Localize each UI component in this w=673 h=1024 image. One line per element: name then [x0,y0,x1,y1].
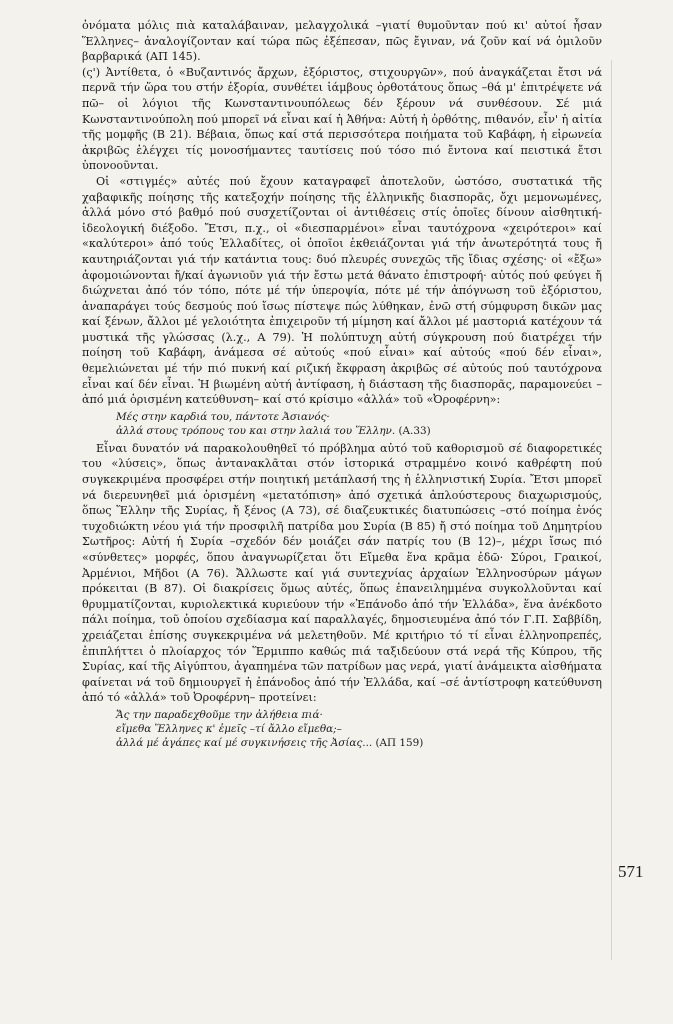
quote-reference: (ΑΠ 159) [375,736,424,749]
body-text [82,18,602,753]
quote-reference: (Α.33) [398,424,431,437]
paragraph-1: ὀνόματα μόλις πιὰ καταλάβαιναν, μελαγχολικά –γιατί θυμοῦνταν πού κι' αὐτοί ἦσαν Ἕλληνες– ἀναλογίζονταν καί τώρα πῶς ἐξέπεσαν, πῶς ἔγιναν, νά ζοῦν καί νά ὁμιλοῦν βαρβαρικά (ΑΠ 145). [82,19,602,64]
quote-line-text: ἀλλά μέ ἀγάπες καί μέ συγκινήσεις τῆς Ἀσίας... [116,736,373,749]
quote-line: εἴμεθα Ἕλληνες κ' ἐμεῖς –τί ἄλλο εἴμεθα;– [116,722,342,735]
paragraph-4: Εἶναι δυνατόν νά παρακολουθηθεῖ τό πρόβλημα αὐτό τοῦ καθορισμοῦ σέ διαφορετικές του «λύσεις», ὅπως ἀντανακλᾶται στόν ἱστορικά στραμμένο κοινό καθρέφτη πού συγκεκριμένα προσφέρει στήν ποιητική μετάπλασή της ἡ ἑλληνιστική Συρία. Ἔτσι μπορεῖ νά διερευνηθεῖ μιά ὁρισμένη «μετατόπιση» ἀπό σχετικά ἁπλούστερους διαχωρισμούς, ὅπως Ἕλλην τῆς Συρίας, ἤ ξένος (Α 73), σέ διαζευκτικές διατυπώσεις –στό ποίημα ἑνός τυχοδιώκτη νέου γιά τήν προσφιλῆ πατρίδα μου Συρία (Β 85) ἤ στό ποίημα τοῦ Δημητρίου Σωτῆρος: Αὐτή ἡ Συρία –σχεδόν δέν μοιάζει σάν πατρίς του (Β 12)–, μέχρι ἴσως πιό «σύνθετες» μορφές, ὅπου ἀναγνωρίζεται ὅτι Εἴμεθα ἕνα κρᾶμα ἐδῶ· Σύροι, Γραικοί, Ἀρμένιοι, Μῆδοι (Α 76). Ἄλλωστε καί γιά συντεχνίας ἀρχαίων Ἑλληνοσύρων μάγων πρόκειται (Β 87). Οἱ διακρίσεις ὅμως αὐτές, ὅπως ἐπανειλημμένα συγκολλοῦνται καί θρυμματίζονται, κυριολεκτικά κυριεύουν τήν «Ἐπάνοδο ἀπό τήν Ἑλλάδα», ἕνα ἀνέκδοτο πάλι ποίημα, τοῦ ὁποίου σχεδίασμα καί παραλλαγές, δημοσιευμένα ἀπό τόν Γ.Π. Σαββίδη, χρειάζεται ἐπίσης συγκεκριμένα νά μελετηθοῦν. Μέ κριτήριο τό τί εἶναι ἑλληνοπρεπές, ἐπιπλήττει ὁ πλοίαρχος τόν Ἕρμιππο καθώς πιά ταξιδεύουν στά νερά τῆς Κύπρου, τῆς Συρίας, καί τῆς Αἰγύπτου, ἀγαπημένα τῶν πατρίδων μας νερά, γιατί ἀνάμεικτα αἰσθήματα φαίνεται νά τοῦ δημιουργεῖ ἡ ἐπάνοδος ἀπό τήν Ἑλλάδα, καί –σέ ἀντίστροφη κατεύθυνση ἀπό τό «ἀλλά» τοῦ Ὀροφέρνη– προτείνει: [82,441,602,705]
block-quote-2 [116,708,602,750]
quote-line: Ἄς την παραδεχθοῦμε την ἀλήθεια πιά· [116,708,323,721]
block-quote-1 [116,410,602,438]
page-number: 571 [618,862,644,881]
paragraph-2: (ς') Ἀντίθετα, ὁ «Βυζαντινός ἄρχων, ἐξόριστος, στιχουργῶν», πού ἀναγκάζεται ἔτσι νά περνᾶ τήν ὥρα του στήν ἐξορία, συνθέτει ἰάμβους ὀρθοτάτους ὅπως –θά μ' ἐπιτρέψετε νά πῶ– οἱ λόγιοι τῆς Κωνσταντινουπόλεως δέν ξέρουν νά συνθέσουν. Σέ μιά Κωνσταντινούπολη πού μπορεῖ νά εἶναι καί ἡ Ἀθήνα: Αὐτή ἡ ὀρθότης, πιθανόν, εἶν' ἡ αἰτία τῆς μομφῆς (Β 21). Βέβαια, ὅπως καί στά περισσότερα ποιήματα τοῦ Καβάφη, ἡ εἰρωνεία ἀκριβῶς ἐλέγχει τίς μονοσήμαντες ταυτίσεις πού τόσο πιό ἔντονα καί πειστικά ἔτσι ὑπονοοῦνται. [82,65,602,173]
margin-rule [611,60,612,960]
quote-line [116,736,602,750]
quote-line [116,424,602,438]
paragraph-3: Οἱ «στιγμές» αὐτές πού ἔχουν καταγραφεῖ ἀποτελοῦν, ὡστόσο, συστατικά τῆς χαβαφικῆς ποίησης τῆς κατεξοχήν ποίησης τῆς ἑλληνικῆς διασπορᾶς, ὄχι μεμονωμένες, ἀλλά μόνο στό βαθμό πού συσχετίζονται οἱ ἀντιθέσεις στίς ὁποῖες δίνουν αἰσθητική-ἰδεολογική διέξοδο. Ἔτσι, π.χ., οἱ «διεσπαρμένοι» εἶναι ταυτόχρονα «χειρότεροι» καί «καλύτεροι» ἀπό τούς Ἑλλαδίτες, οἱ ὁποῖοι ἐκθειάζονται γιά τήν ἀνωτερότητά τους ἤ καυτηριάζονται γιά τήν κατάντια τους: δυό πλευρές συνεχῶς τῆς ἴδιας σχέσης· οἱ «ἔξω» ἀφομοιώνονται ἤ/καί ἀγωνιοῦν γιά τήν ἔστω μετά θάνατο ἐπιστροφή· αὐτός πού φεύγει ἤ διώχνεται ἀπό τόν τόπο, πότε μέ τήν ὑπεροψία, πότε μέ τήν ἀπόγνωση τοῦ ἐξόριστου, ἀναπαράγει τούς δεσμούς πού ἴσως πίστεψε πώς λύθηκαν, ἐνῶ στή σύμφυρση δικῶν μας καί ξένων, ἄλλοι μέ γελοιότητα ἐπιχειροῦν τή μίμηση καί ἄλλοι μέ μαστοριά κατέχουν τά μυστικά τῆς γλώσσας (λ.χ., Α 79). Ἡ πολύπτυχη αὐτή σύγκρουση πού διατρέχει τήν ποίηση τοῦ Καβάφη, ἀνάμεσα σέ αὐτούς «πού εἶναι» καί αὐτούς «πού δέν εἶναι», θεμελιώνεται μέ τήν πιό πυκνή καί ριζική ἔκφραση ἀκριβῶς σέ αὐτούς πού ταυτόχρονα εἶναι καί δέν εἶναι. Ἡ βιωμένη αὐτή ἀντίφαση, ἡ διάσταση τῆς διασπορᾶς, παραμονεύει –ἀπό μιά ὁρισμένη κατεύθυνση– καί στό κρίσιμο «ἀλλά» τοῦ «Ὀροφέρνη»: [82,174,602,407]
quote-line-text: ἀλλά στους τρόπους του και στην λαλιά του Ἕλλην. [116,424,396,437]
quote-line: Μές στην καρδιά του, πάντοτε Ἀσιανός· [116,410,330,423]
